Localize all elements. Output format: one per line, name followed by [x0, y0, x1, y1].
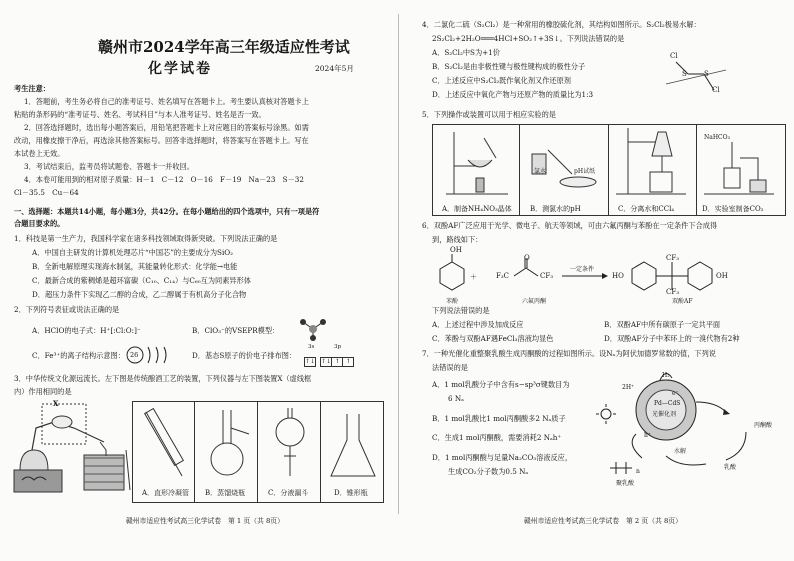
- diagram-label: 聚乳酸: [616, 480, 635, 487]
- notice-line: 改动，用橡皮擦干净后，再选涂其他答案标号。回答非选择题时，将答案写在答题卡上。写在: [14, 136, 309, 145]
- hfa-o: O: [524, 254, 530, 262]
- page-footer: 赣州市适应性考试高三化学试卷 第 1 页（共 8页）: [126, 517, 284, 525]
- struct-atom: Cl: [712, 86, 720, 94]
- notice-line: Cl－35.5 Cu－64: [14, 188, 79, 197]
- right-page: [404, 0, 789, 561]
- orbital-diagram: ↑↓ ↑↓ ↑ ↑: [304, 351, 353, 370]
- q5-option: C．分离水和CCl₄: [618, 205, 675, 213]
- distillation-apparatus-icon: [14, 400, 134, 500]
- diagram-label: 乳酸: [724, 464, 737, 471]
- q6-option: D．双酚AF分子中苯环上的一溴代物有2种: [604, 334, 740, 343]
- q6-option: A．上述过程中涉及加成反应: [432, 320, 524, 329]
- exam-date: 2024年5月: [315, 64, 354, 73]
- q4-option: D．上述反应中氧化产物与还原产物的质量比为1:3: [432, 90, 594, 99]
- notice-line: 1．答题前，考生务必将自己的准考证号、姓名填写在答题卡上。考生要认真核对答题卡上: [24, 97, 309, 106]
- q5-option: B．测氯水的pH: [530, 205, 581, 213]
- diagram-label: 2H⁺: [622, 384, 635, 391]
- q2-stem: 2．下列符号表征或说法正确的是: [14, 305, 120, 314]
- struct-atom: S: [682, 70, 687, 78]
- q6-stem: 6．双酚AF广泛应用于光学、微电子、航天等领域，可由六氟丙酮与苯酚在一定条件下合成得: [422, 221, 718, 230]
- page-footer: 赣州市适应性考试高三化学试卷 第 2 页（共 8页）: [524, 517, 682, 525]
- q6-stem-2: 到，路线如下：: [432, 235, 483, 244]
- q1-option: B．全新电解原理实现海水制氢，其能量转化形式：化学能→电能: [32, 262, 238, 271]
- note-chlorine-water: 氯水: [534, 168, 547, 175]
- q1-option: D．超压力条件下实现乙二醇的合成，乙二醇属于有机高分子化合物: [32, 290, 247, 299]
- q3-stem: 3．中华传统文化源远流长。左下图是传统酿酒工艺的装置，下列仪器与左下图装置X（虚线框: [14, 374, 312, 383]
- distillation-flask-icon: [199, 404, 255, 484]
- q5-stem: 5．下列操作或装置可以用于相应实验的是: [422, 110, 556, 119]
- diagram-label: h⁺: [644, 432, 652, 439]
- q4-stem-2: 2S₂Cl₂+2H₂O═══4HCl+SO₂↑+3S↓。下列说法错误的是: [432, 34, 625, 43]
- plus-sign: ＋: [470, 273, 477, 281]
- notice-line: 3．考试结束后，监考员将试题卷、答题卡一并收回。: [24, 162, 194, 171]
- page-divider: [398, 14, 399, 514]
- notice-heading: 考生注意：: [14, 84, 50, 93]
- orbital-label-3s: 3s: [308, 344, 315, 350]
- notice-line: 粘贴的条形码的“准考证号、姓名、考试科目”与本人准考证号、姓名是否一致。: [14, 110, 266, 119]
- product-ho: HO: [612, 272, 624, 280]
- diagram-label: H₂: [662, 372, 670, 379]
- note-nahco3: NaHCO₃: [704, 134, 730, 141]
- separation-apparatus-icon: [616, 128, 690, 200]
- section-heading: 一、选择题：本题共14小题，每小题3分，共42分。在每小题给出的四个选项中，只有一项是符: [14, 207, 320, 216]
- apparatus-x-label: X: [53, 399, 59, 408]
- separatory-funnel-icon: [262, 404, 318, 484]
- q3-stem-2: 内）作用相同的是: [14, 387, 72, 396]
- ph-test-icon: [528, 130, 600, 200]
- struct-atom: Cl: [670, 52, 678, 60]
- q4-stem: 4．二氯化二硫（S₂Cl₂）是一种常用的橡胶硫化剂，其结构如图所示。S₂Cl₂极易水解：: [422, 20, 701, 29]
- q6-question: 下列说法错误的是: [432, 306, 490, 315]
- q5-option: A．制备NH₄NO₃晶体: [442, 205, 512, 213]
- phenol-oh: OH: [450, 246, 462, 254]
- q3-option: C．分液漏斗: [268, 489, 309, 497]
- q7-option: B．1 mol乳酸比1 mol丙酮酸多2 Nₐ质子: [432, 414, 566, 423]
- exam-subject: 化学试卷: [148, 61, 212, 77]
- diagram-label: 丙酮酸: [754, 422, 773, 429]
- q7-option: D．1 mol丙酮酸与足量Na₂CO₃溶液反应，: [432, 453, 573, 462]
- q4-option: B．S₂Cl₂是由非极性键与极性键构成的极性分子: [432, 62, 586, 71]
- q1-option: C．最新合成的紫稠烯是超环富碳（C₁₀、C₁₄）与C₆₀互为同素异形体: [32, 276, 251, 285]
- ion-nucleus: 26: [130, 351, 139, 359]
- q7-stem: 7．一种光催化重整聚乳酸生成丙酮酸的过程如图所示。设Nₐ为阿伏加德罗常数的值，下列说: [422, 349, 716, 358]
- diagram-label: n: [636, 468, 640, 475]
- name-hfa: 六氟丙酮: [522, 298, 547, 305]
- q6-option: B．双酚AF中所有碳原子一定共平面: [604, 320, 721, 329]
- name-phenol: 苯酚: [446, 298, 459, 305]
- q2-option-d: D．基态S原子的价电子排布图：: [192, 351, 297, 360]
- notice-line: 4．本卷可能用到的相对原子质量：H－1 C－12 O－16 F－19 Na－23 S－32: [24, 175, 304, 184]
- q4-option: C．上述反应中S₂Cl₂既作氧化剂又作还原剂: [432, 76, 571, 85]
- section-heading: 合题目要求的。: [14, 219, 65, 228]
- condenser-icon: [136, 404, 192, 484]
- name-bisaf: 双酚AF: [672, 298, 693, 305]
- product-cf3: CF₃: [666, 288, 680, 296]
- hfa-cf3: CF₃: [540, 272, 554, 280]
- hfa-f3c: F₃C: [496, 272, 510, 280]
- q7-option-cont: 生成CO₂分子数为0.5 Nₐ: [448, 467, 529, 476]
- notice-line: 本试卷上无效。: [14, 149, 65, 158]
- q2-option-c: C．Fe³⁺的离子结构示意图：: [32, 351, 125, 360]
- q5-option: D．实验室制备CO₂: [702, 205, 764, 213]
- q3-option: B．蒸馏烧瓶: [205, 489, 246, 497]
- struct-atom: S: [704, 70, 709, 78]
- q7-option-cont: 6 Nₐ: [448, 394, 464, 403]
- exam-title: 赣州市2024学年高三年级适应性考试: [98, 38, 350, 56]
- diagram-label: 光催化剂: [652, 411, 677, 418]
- conical-flask-icon: [325, 404, 381, 484]
- q6-option: C．苯酚与双酚AF遇FeCl₃溶液均显色: [432, 334, 554, 343]
- notice-line: 2．回答选择题时，选出每小题答案后，用铅笔把答题卡上对应题目的答案标号涂黑。如需: [24, 123, 309, 132]
- evaporation-apparatus-icon: [446, 130, 516, 200]
- q2-option-a: A．HClO的电子式：H⁺[:Cl:O:]⁻: [32, 326, 141, 335]
- vsepr-model-icon: [298, 318, 328, 340]
- q1-option: A．中国自主研发的计算机处理芯片“中国芯”的主要成分为SiO₂: [32, 248, 234, 257]
- q4-option: A．S₂Cl₂中S为+1价: [432, 48, 500, 57]
- diagram-label: e⁻: [672, 390, 679, 397]
- q3-option: A．直形冷凝管: [142, 489, 190, 497]
- left-page: [6, 0, 391, 561]
- q7-stem-2: 法错误的是: [432, 363, 468, 372]
- diagram-label: 水解: [674, 448, 687, 455]
- diagram-label: Pd—CdS: [654, 400, 681, 407]
- orbital-label-3p: 3p: [334, 344, 342, 350]
- q3-option: D．锥形瓶: [334, 489, 368, 497]
- q2-option-b: B．ClO₃⁻的VSEPR模型：: [192, 326, 280, 335]
- q7-option: C．生成1 mol丙酮酸，需要消耗2 Nₐh⁺: [432, 433, 562, 442]
- note-ph-paper: pH试纸: [574, 168, 596, 175]
- q7-option: A．1 mol乳酸分子中含有s−sp³σ键数目为: [432, 380, 570, 389]
- product-cf3: CF₃: [666, 254, 680, 262]
- product-oh: OH: [716, 272, 728, 280]
- q1-stem: 1．科技是第一生产力，我国科学家在诸多科技领域取得新突破。下列说法正确的是: [14, 234, 278, 243]
- reaction-condition: 一定条件: [570, 266, 595, 273]
